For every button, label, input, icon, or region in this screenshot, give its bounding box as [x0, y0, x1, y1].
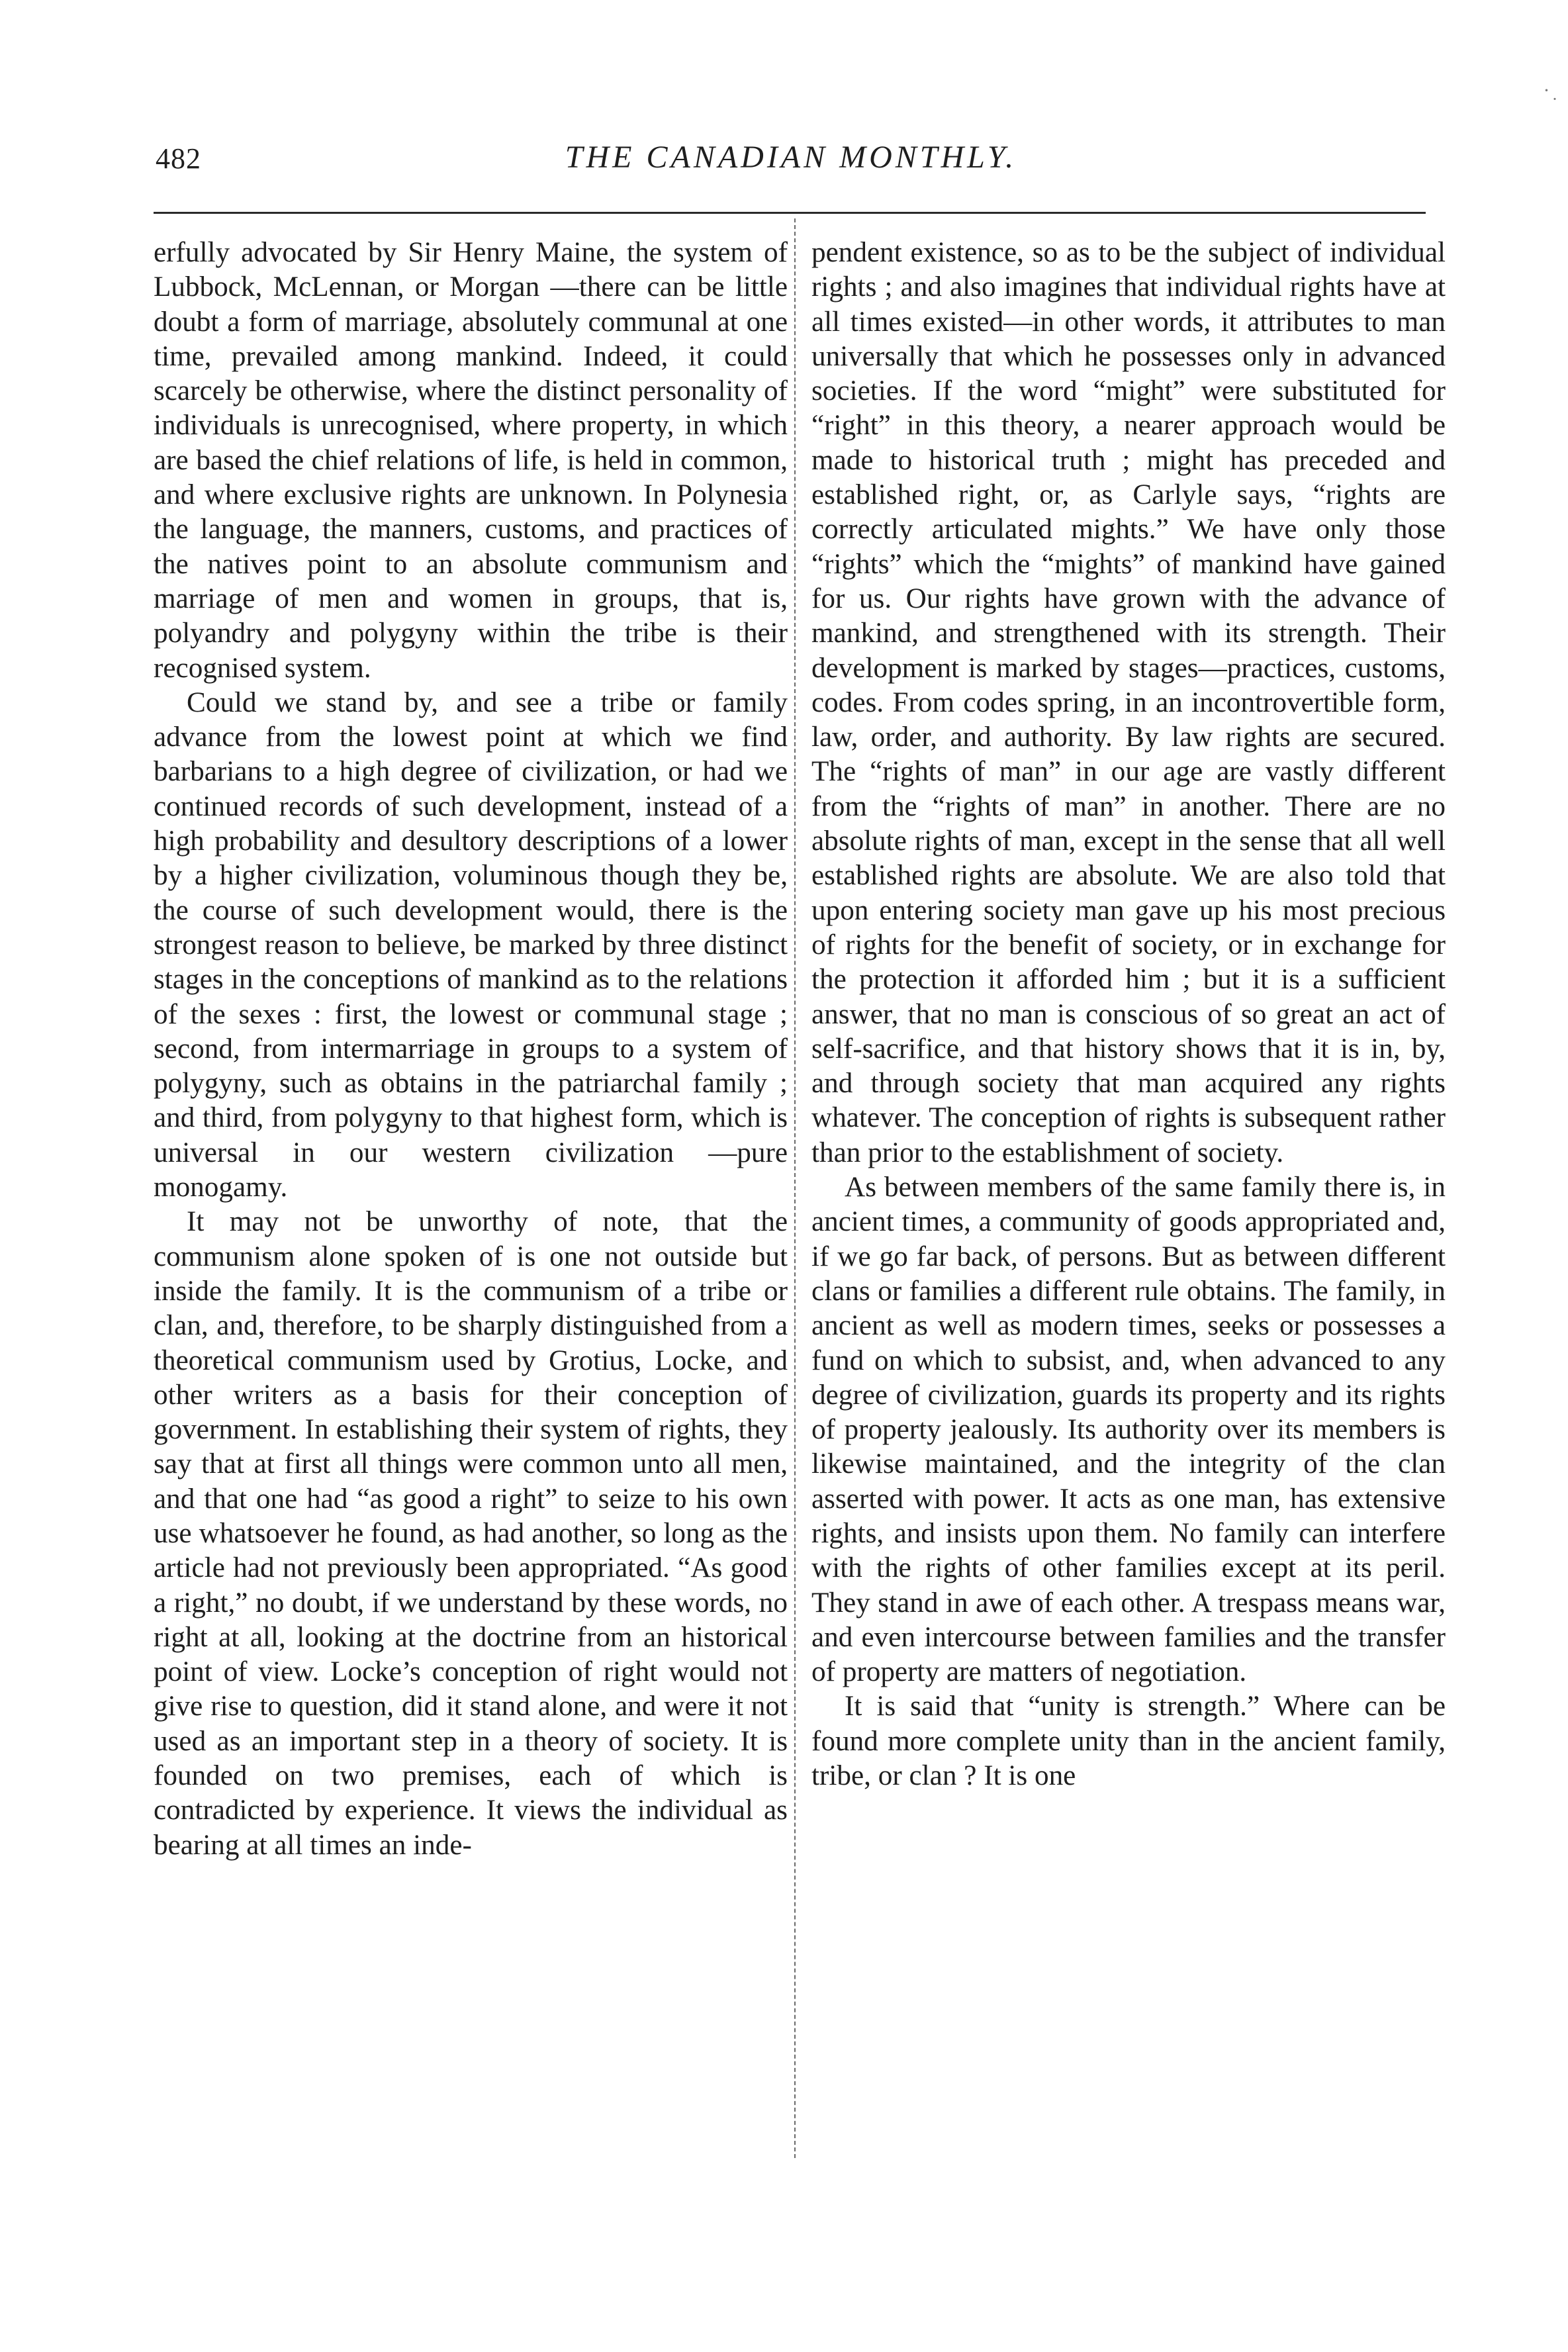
right-column [811, 236, 1446, 1793]
page-number: 482 [156, 142, 201, 175]
header-rule [154, 212, 1426, 214]
page-speck-mark: · ̣ [1543, 79, 1555, 101]
left-column [154, 236, 788, 1863]
page-header [156, 132, 1426, 185]
paragraph: Could we stand by, and see a tribe or family advance from the lowest point at which we find barbarians to a high degree of civilization, or had we continued records of such development, instead of a high probability and desultory descriptions of a lower by a higher civilization, voluminous though they be, the course of such development would, there is the strongest reason to believe, be marked by three distinct stages in the conceptions of mankind as to the relations of the sexes : first, the lowest or communal stage ; second, from intermarriage in groups to a system of polygyny, such as obtains in the patriarchal family ; and third, from polygyny to that highest form, which is universal in our western civilization —pure monogamy. [154, 686, 788, 1203]
paragraph: It may not be unworthy of note, that the communism alone spoken of is one not outside but inside the family. It is the communism of a tribe or clan, and, therefore, to be sharply distinguished from a theoretical communism used by Grotius, Locke, and other writers as a basis for their conception of government. In establishing their system of rights, they say that at first all things were common unto all men, and that one had “as good a right” to seize to his own use whatsoever he found, as had another, so long as the article had not previously been appropriated. “As good a right,” no doubt, if we understand by these words, no right at all, looking at the doctrine from an historical point of view. Locke’s conception of right would not give rise to question, did it stand alone, and were it not used as an important step in a theory of society. It is founded on two premises, each of which is contradicted by experience. It views the individual as bearing at all times an inde- [154, 1206, 788, 1861]
running-title: THE CANADIAN MONTHLY. [565, 140, 1017, 175]
paragraph: pendent existence, so as to be the subject of individual rights ; and also imagines that individual rights have at all times existed—in other words, it attributes to man universally that which he possesses only in advanced societies. If the word “might” were substituted for “right” in this theory, a nearer approach would be made to historical truth ; might has preceded and established right, or, as Carlyle says, “rights are correctly articulated mights.” We have only those “rights” which the “mights” of mankind have gained for us. Our rights have grown with the advance of mankind, and strengthened with its strength. Their development is marked by stages—practices, customs, codes. From codes spring, in an incontrovertible form, law, order, and authority. By law rights are secured. The “rights of man” in our age are vastly different from the “rights of man” in another. There are no absolute rights of man, except in the sense that all well established rights are absolute. We are also told that upon entering society man gave up his most precious of rights for the benefit of society, or in exchange for the protection it afforded him ; but it is a sufficient answer, that no man is conscious of so great an act of self-sacrifice, and that history shows that it is in, by, and through society that man acquired any rights whatever. The conception of rights is subsequent rather than prior to the establishment of society. [811, 237, 1446, 1168]
paragraph: erfully advocated by Sir Henry Maine, the system of Lubbock, McLennan, or Morgan —there can be little doubt a form of marriage, absolutely communal at one time, prevailed among mankind. Indeed, it could scarcely be otherwise, where the distinct personality of individuals is unrecognised, where property, in which are based the chief relations of life, is held in common, and where exclusive rights are unknown. In Polynesia the language, the manners, customs, and practices of the natives point to an absolute communism and marriage of men and women in groups, that is, polyandry and polygyny within the tribe is their recognised system. [154, 237, 788, 684]
column-divider [794, 218, 796, 2158]
paragraph: It is said that “unity is strength.” Where can be found more complete unity than in the ancient family, tribe, or clan ? It is one [811, 1691, 1446, 1792]
paragraph: As between members of the same family there is, in ancient times, a community of goods appropriated and, if we go far back, of persons. But as between different clans or families a different rule obtains. The family, in ancient as well as modern times, seeks or possesses a fund on which to subsist, and, when advanced to any degree of civilization, guards its property and its rights of property jealously. Its authority over its members is likewise maintained, and the integrity of the clan asserted with power. It acts as one man, has extensive rights, and insists upon them. No family can interfere with the rights of other families except at its peril. They stand in awe of each other. A trespass means war, and even intercourse between families and the transfer of property are matters of negotiation. [811, 1172, 1446, 1688]
